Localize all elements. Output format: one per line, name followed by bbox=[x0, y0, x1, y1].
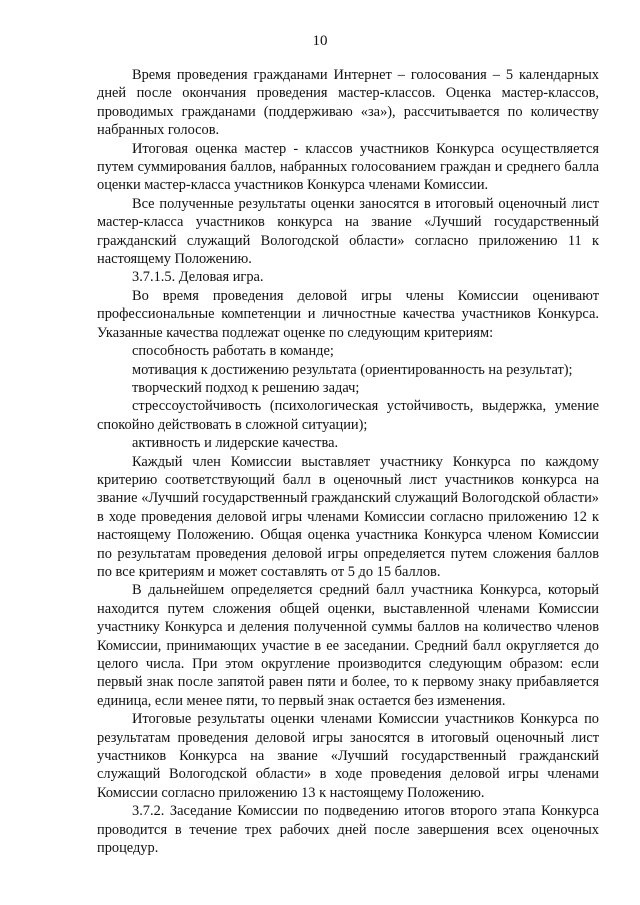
paragraph-commission-meeting: 3.7.2. Заседание Комиссии по подведению итогов второго этапа Конкурса проводится в течение трех рабочих дней после завершения всех оценочных процедур. bbox=[97, 803, 599, 857]
paragraph-results-sheet: Все полученные результаты оценки заносятся в итоговый оценочный лист мастер-класса участников конкурса на звание «Лучший государственный гражданский служащий Вологодской области» согласно приложению 11 к настоящему Положению. bbox=[97, 195, 599, 268]
criterion-item: мотивация к достижению результата (ориентированность на результат); bbox=[132, 361, 573, 378]
paragraph-voting-period: Время проведения гражданами Интернет – голосования – 5 календарных дней после окончания проведения мастер-классов. Оценка мастер-классов, проводимых гражданами (поддерживаю «за»), рассчитывается по количеству набранных голосов. bbox=[97, 67, 599, 139]
paragraph-business-game-intro: Во время проведения деловой игры члены Комиссии оценивают профессиональные компетенции и личностные качества участников Конкурса. Указанные качества подлежат оценке по следующим критериям: bbox=[97, 287, 599, 341]
criterion-item: стрессоустойчивость (психологическая устойчивость, выдержка, умение спокойно действовать в сложной ситуации); bbox=[97, 398, 599, 433]
paragraph-member-scoring: Каждый член Комиссии выставляет участнику Конкурса по каждому критерию соответствующий балл в оценочный лист участников конкурса на звание «Лучший государственный гражданский служащий Вологодской области» в ходе проведения деловой игры членами Комиссии согласно приложению 12 к настоящему Положению. Общая оценка участника Конкурса членом Комиссии по результатам проведения деловой игры определяется путем сложения баллов по все критериям и может составлять от 5 до 15 баллов. bbox=[97, 453, 599, 580]
criterion-item: творческий подход к решению задач; bbox=[132, 379, 360, 396]
section-heading-business-game: 3.7.1.5. Деловая игра. bbox=[132, 269, 264, 286]
page-number: 10 bbox=[312, 33, 328, 49]
paragraph-average-score: В дальнейшем определяется средний балл участника Конкурса, который находится путем сложения общей оценки, выставленной членами Комиссии участнику Конкурса и деления полученной суммы баллов на количество членов Комиссии, принимающих участие в ее заседании. Средний балл округляется до целого числа. При этом округление производится следующим образом: если первый знак после запятой равен пяти и более, то к первому знаку прибавляется единица, если менее пяти, то первый знак остается без изменения. bbox=[97, 582, 599, 709]
paragraph-final-results: Итоговые результаты оценки членами Комиссии участников Конкурса по результатам проведения деловой игры заносятся в итоговый оценочный лист участников Конкурса на звание «Лучший государственный гражданский служащий Вологодской области» в ходе проведения деловой игры членами Комиссии согласно приложению 13 к настоящему Положению. bbox=[97, 711, 599, 801]
paragraph-final-score: Итоговая оценка мастер - классов участников Конкурса осуществляется путем суммирования баллов, набранных голосованием граждан и среднего балла оценки мастер-класса участников Конкурса членами Комиссии. bbox=[97, 140, 599, 194]
criterion-item: способность работать в команде; bbox=[132, 343, 334, 360]
criterion-item: активность и лидерские качества. bbox=[132, 435, 339, 452]
document-body bbox=[97, 66, 599, 857]
